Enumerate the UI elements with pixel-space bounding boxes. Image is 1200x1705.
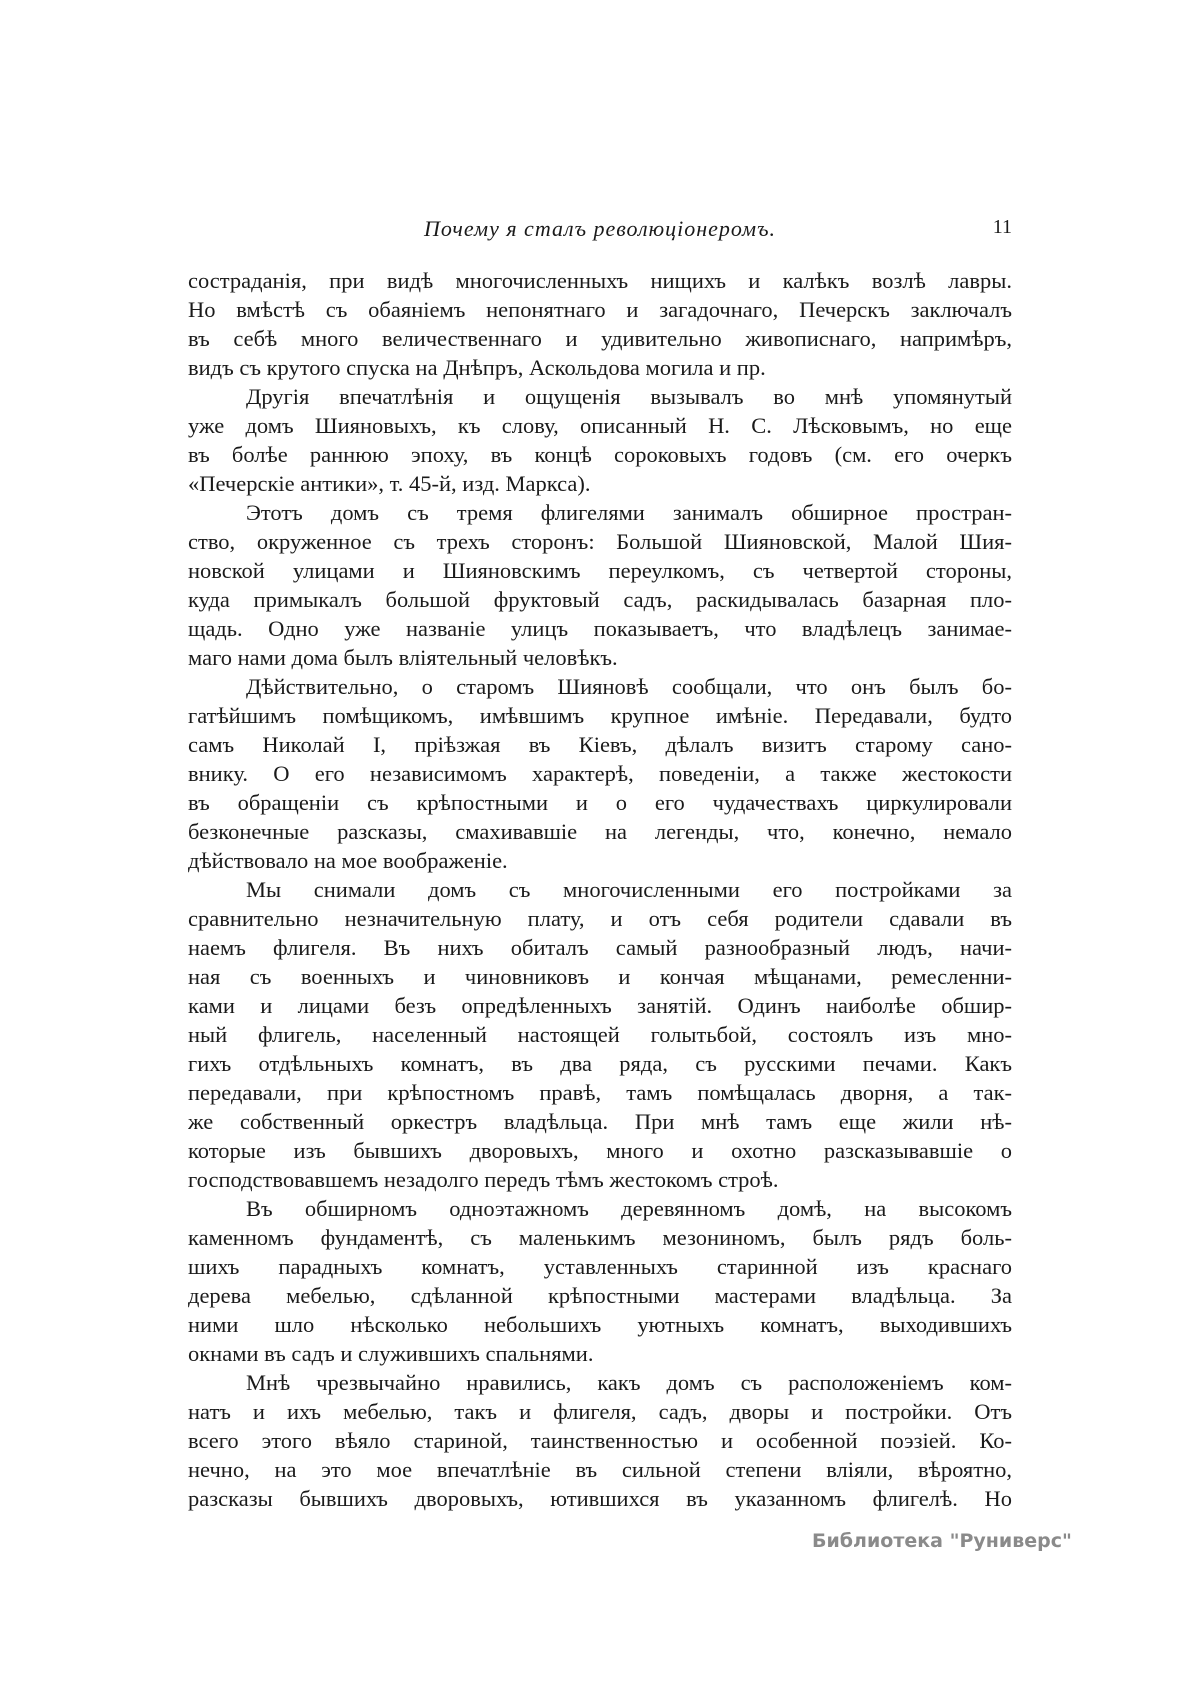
text-line: Мы снимали домъ съ многочисленными его постройками за [246, 877, 1012, 902]
text-line: ними шло нѣсколько небольшихъ уютныхъ комнатъ, выходившихъ [188, 1312, 1012, 1337]
text-line: самъ Николай I, пріѣзжая въ Кіевъ, дѣлалъ визитъ старому сано- [188, 732, 1012, 757]
text-line: видъ съ крутого спуска на Днѣпръ, Аскольдова могила и пр. [188, 355, 766, 380]
library-watermark: Библиотека "Руниверс" [812, 1530, 1072, 1552]
text-line: каменномъ фундаментѣ, съ маленькимъ мезониномъ, былъ рядъ боль- [188, 1225, 1012, 1250]
paragraph [188, 498, 1012, 672]
text-line: маго нами дома былъ вліятельный человѣкъ. [188, 645, 618, 670]
text-line: ная съ военныхъ и чиновниковъ и кончая мѣщанами, ремесленни- [188, 964, 1012, 989]
text-line: щадь. Одно уже названіе улицъ показываетъ, что владѣлецъ занимае- [188, 616, 1012, 641]
text-line: новской улицами и Шияновскимъ переулкомъ, съ четвертой стороны, [188, 558, 1012, 583]
text-line: гатѣйшимъ помѣщикомъ, имѣвшимъ крупное имѣніе. Передавали, будто [188, 703, 1012, 728]
text-line: натъ и ихъ мебелью, такъ и флигеля, садъ, дворы и постройки. Отъ [188, 1399, 1012, 1424]
text-line: ство, окруженное съ трехъ сторонъ: Большой Шияновской, Малой Шия- [188, 529, 1012, 554]
text-line: Въ обширномъ одноэтажномъ деревянномъ домѣ, на высокомъ [246, 1196, 1012, 1221]
paragraph [188, 1368, 1012, 1513]
text-line: окнами въ садъ и служившихъ спальнями. [188, 1341, 594, 1366]
text-line: гихъ отдѣльныхъ комнатъ, въ два ряда, съ русскими печами. Какъ [188, 1051, 1012, 1076]
paragraph [188, 875, 1012, 1194]
text-line: которые изъ бывшихъ дворовыхъ, много и охотно разсказывавшіе о [188, 1138, 1012, 1163]
text-line: состраданія, при видѣ многочисленныхъ нищихъ и калѣкъ возлѣ лавры. [188, 268, 1012, 293]
text-line: безконечные разсказы, смахивавшіе на легенды, что, конечно, немало [188, 819, 1012, 844]
text-line: въ себѣ много величественнаго и удивительно живописнаго, напримѣръ, [188, 326, 1012, 351]
running-head [188, 216, 1012, 246]
body-text [188, 266, 1012, 1513]
text-line: господствовавшемъ незадолго передъ тѣмъ жестокомъ строѣ. [188, 1167, 779, 1192]
text-line: же собственный оркестръ владѣльца. При мнѣ тамъ еще жили нѣ- [188, 1109, 1012, 1134]
text-line: сравнительно незначительную плату, и отъ себя родители сдавали въ [188, 906, 1012, 931]
page-number: 11 [992, 216, 1012, 238]
text-line: нечно, на это мое впечатлѣніе въ сильной степени вліяли, вѣроятно, [188, 1457, 1012, 1482]
text-line: уже домъ Шияновыхъ, къ слову, описанный Н. С. Лѣсковымъ, но еще [188, 413, 1012, 438]
paragraph [188, 382, 1012, 498]
text-line: въ обращеніи съ крѣпостными и о его чудачествахъ циркулировали [188, 790, 1012, 815]
text-line: Этотъ домъ съ тремя флигелями занималъ обширное простран- [246, 500, 1012, 525]
text-line: куда примыкалъ большой фруктовый садъ, раскидывалась базарная пло- [188, 587, 1012, 612]
paragraph [188, 266, 1012, 382]
text-line: Другія впечатлѣнія и ощущенія вызывалъ во мнѣ упомянутый [246, 384, 1012, 409]
text-line: ками и лицами безъ опредѣленныхъ занятій. Одинъ наиболѣе обшир- [188, 993, 1012, 1018]
text-line: передавали, при крѣпостномъ правѣ, тамъ помѣщалась дворня, а так- [188, 1080, 1012, 1105]
text-line: ный флигель, населенный настоящей голытьбой, состоялъ изъ мно- [188, 1022, 1012, 1047]
paragraph [188, 1194, 1012, 1368]
text-line: шихъ парадныхъ комнатъ, уставленныхъ старинной изъ краснаго [188, 1254, 1012, 1279]
text-line: внику. О его независимомъ характерѣ, поведеніи, а также жестокости [188, 761, 1012, 786]
text-line: всего этого вѣяло стариной, таинственностью и особенной поэзіей. Ко- [188, 1428, 1012, 1453]
text-line: Мнѣ чрезвычайно нравились, какъ домъ съ расположеніемъ ком- [246, 1370, 1012, 1395]
running-title: Почему я сталъ революціонеромъ. [424, 216, 776, 241]
text-line: въ болѣе раннюю эпоху, въ концѣ сороковыхъ годовъ (см. его очеркъ [188, 442, 1012, 467]
text-line: разсказы бывшихъ дворовыхъ, ютившихся въ указанномъ флигелѣ. Но [188, 1486, 1012, 1511]
text-line: Дѣйствительно, о старомъ Шияновѣ сообщали, что онъ былъ бо- [246, 674, 1012, 699]
text-line: дерева мебелью, сдѣланной крѣпостными мастерами владѣльца. За [188, 1283, 1012, 1308]
text-line: Но вмѣстѣ съ обаяніемъ непонятнаго и загадочнаго, Печерскъ заключалъ [188, 297, 1012, 322]
text-line: наемъ флигеля. Въ нихъ обиталъ самый разнообразный людъ, начи- [188, 935, 1012, 960]
text-line: «Печерскіе антики», т. 45-й, изд. Маркса). [188, 471, 591, 496]
text-line: дѣйствовало на мое воображеніе. [188, 848, 508, 873]
paragraph [188, 672, 1012, 875]
